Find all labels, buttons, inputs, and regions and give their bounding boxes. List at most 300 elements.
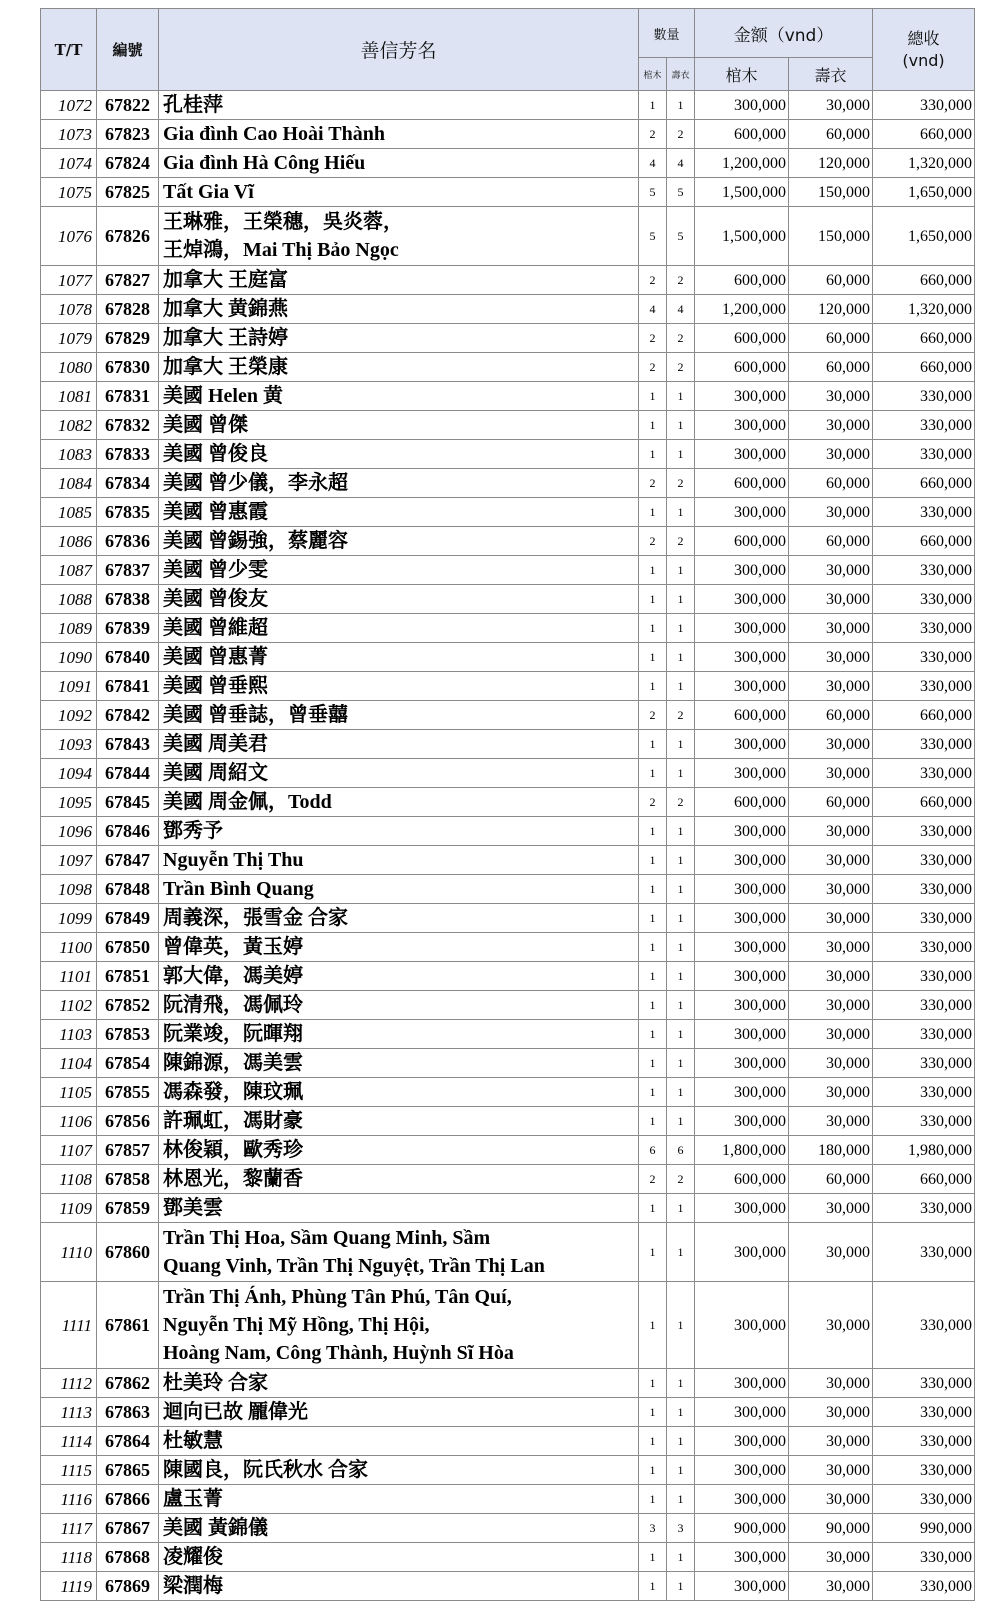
table-row xyxy=(41,1049,975,1078)
row-amt-coffin: 300,000 xyxy=(695,962,789,991)
row-qty-shroud: 1 xyxy=(667,556,695,585)
row-number: 1087 xyxy=(41,556,97,585)
row-amt-shroud: 60,000 xyxy=(789,324,873,353)
row-amt-shroud: 30,000 xyxy=(789,672,873,701)
donor-name-line: 美國 曾傑 xyxy=(163,414,248,436)
row-number: 1114 xyxy=(41,1427,97,1456)
row-amt-coffin: 1,200,000 xyxy=(695,295,789,324)
row-amt-coffin: 300,000 xyxy=(695,643,789,672)
row-qty-shroud: 1 xyxy=(667,730,695,759)
row-qty-shroud: 4 xyxy=(667,149,695,178)
row-qty-shroud: 1 xyxy=(667,846,695,875)
donor-name-line: 周義深，張雪金 合家 xyxy=(163,907,348,929)
donor-name-line: Trần Thị Ánh, Phùng Tân Phú, Tân Quí, xyxy=(163,1286,512,1308)
row-total: 330,000 xyxy=(873,1485,975,1514)
table-row xyxy=(41,1543,975,1572)
row-donor-name xyxy=(159,904,639,933)
table-row xyxy=(41,91,975,120)
row-code: 67866 xyxy=(97,1485,159,1514)
row-total: 330,000 xyxy=(873,440,975,469)
row-total: 990,000 xyxy=(873,1514,975,1543)
row-qty-coffin: 4 xyxy=(639,149,667,178)
donor-table xyxy=(40,8,975,1601)
row-donor-name xyxy=(159,1572,639,1601)
row-qty-coffin: 1 xyxy=(639,875,667,904)
row-amt-coffin: 300,000 xyxy=(695,1369,789,1398)
row-amt-coffin: 600,000 xyxy=(695,120,789,149)
header-code: 編號 xyxy=(97,9,159,91)
donor-name-line: 郭大偉，馮美婷 xyxy=(163,965,303,987)
row-amt-shroud: 30,000 xyxy=(789,1485,873,1514)
donor-name-line: 許珮虹，馮財豪 xyxy=(163,1110,303,1132)
row-number: 1093 xyxy=(41,730,97,759)
row-code: 67840 xyxy=(97,643,159,672)
row-amt-shroud: 60,000 xyxy=(789,120,873,149)
row-qty-shroud: 1 xyxy=(667,962,695,991)
donor-name-line: 杜美玲 合家 xyxy=(163,1372,268,1394)
row-amt-shroud: 30,000 xyxy=(789,1194,873,1223)
row-qty-shroud: 1 xyxy=(667,585,695,614)
row-qty-shroud: 1 xyxy=(667,643,695,672)
row-total: 660,000 xyxy=(873,353,975,382)
row-amt-shroud: 30,000 xyxy=(789,933,873,962)
table-row xyxy=(41,411,975,440)
row-total: 1,650,000 xyxy=(873,207,975,266)
row-qty-shroud: 2 xyxy=(667,527,695,556)
row-donor-name xyxy=(159,1049,639,1078)
row-qty-shroud: 1 xyxy=(667,759,695,788)
row-total: 330,000 xyxy=(873,1572,975,1601)
row-qty-shroud: 1 xyxy=(667,1456,695,1485)
row-amt-shroud: 30,000 xyxy=(789,962,873,991)
row-amt-shroud: 150,000 xyxy=(789,178,873,207)
donor-name-line: Tất Gia Vĩ xyxy=(163,181,254,203)
donor-name-line: 杜敏慧 xyxy=(163,1430,223,1452)
row-amt-shroud: 30,000 xyxy=(789,759,873,788)
row-amt-coffin: 300,000 xyxy=(695,1194,789,1223)
donor-name-line: 美國 曾少儀，李永超 xyxy=(163,472,348,494)
donor-name-line: 美國 曾少雯 xyxy=(163,559,268,581)
row-amt-coffin: 600,000 xyxy=(695,788,789,817)
table-row xyxy=(41,788,975,817)
row-qty-coffin: 1 xyxy=(639,556,667,585)
row-qty-coffin: 1 xyxy=(639,904,667,933)
row-donor-name xyxy=(159,353,639,382)
row-total: 330,000 xyxy=(873,1398,975,1427)
donor-name-line: 美國 黃錦儀 xyxy=(163,1517,268,1539)
row-qty-shroud: 1 xyxy=(667,817,695,846)
donor-name-line: 鄧秀予 xyxy=(163,820,223,842)
row-amt-shroud: 30,000 xyxy=(789,411,873,440)
table-row xyxy=(41,1282,975,1369)
row-qty-shroud: 1 xyxy=(667,1078,695,1107)
table-row xyxy=(41,527,975,556)
row-amt-shroud: 60,000 xyxy=(789,788,873,817)
header-name: 善信芳名 xyxy=(159,9,639,91)
table-row xyxy=(41,120,975,149)
row-total: 330,000 xyxy=(873,817,975,846)
row-donor-name xyxy=(159,585,639,614)
row-donor-name xyxy=(159,1398,639,1427)
row-donor-name xyxy=(159,1165,639,1194)
row-qty-shroud: 2 xyxy=(667,469,695,498)
donor-name-line: 美國 周紹文 xyxy=(163,762,268,784)
row-qty-shroud: 6 xyxy=(667,1136,695,1165)
row-number: 1105 xyxy=(41,1078,97,1107)
donor-name-line: 陳錦源，馮美雲 xyxy=(163,1052,303,1074)
table-row xyxy=(41,1107,975,1136)
table-row xyxy=(41,933,975,962)
row-number: 1108 xyxy=(41,1165,97,1194)
row-qty-shroud: 1 xyxy=(667,1020,695,1049)
row-number: 1085 xyxy=(41,498,97,527)
row-number: 1098 xyxy=(41,875,97,904)
donor-name-line: Nguyễn Thị Mỹ Hồng, Thị Hội, xyxy=(163,1314,430,1336)
row-qty-shroud: 5 xyxy=(667,178,695,207)
row-qty-shroud: 1 xyxy=(667,991,695,1020)
row-number: 1109 xyxy=(41,1194,97,1223)
row-code: 67828 xyxy=(97,295,159,324)
row-code: 67854 xyxy=(97,1049,159,1078)
table-row xyxy=(41,1078,975,1107)
row-number: 1080 xyxy=(41,353,97,382)
row-total: 660,000 xyxy=(873,701,975,730)
row-donor-name xyxy=(159,498,639,527)
row-total: 330,000 xyxy=(873,904,975,933)
row-amt-shroud: 30,000 xyxy=(789,817,873,846)
row-amt-shroud: 30,000 xyxy=(789,1427,873,1456)
row-amt-coffin: 300,000 xyxy=(695,585,789,614)
row-qty-coffin: 1 xyxy=(639,1194,667,1223)
row-donor-name xyxy=(159,875,639,904)
row-amt-shroud: 30,000 xyxy=(789,498,873,527)
row-qty-shroud: 1 xyxy=(667,672,695,701)
table-row xyxy=(41,1194,975,1223)
row-number: 1090 xyxy=(41,643,97,672)
row-number: 1079 xyxy=(41,324,97,353)
row-qty-coffin: 1 xyxy=(639,1282,667,1369)
row-number: 1092 xyxy=(41,701,97,730)
donor-table-sheet xyxy=(40,8,974,1601)
row-amt-coffin: 1,500,000 xyxy=(695,178,789,207)
row-code: 67863 xyxy=(97,1398,159,1427)
row-qty-coffin: 2 xyxy=(639,788,667,817)
row-amt-shroud: 30,000 xyxy=(789,440,873,469)
row-qty-shroud: 3 xyxy=(667,1514,695,1543)
row-code: 67830 xyxy=(97,353,159,382)
row-amt-coffin: 300,000 xyxy=(695,1543,789,1572)
row-qty-coffin: 1 xyxy=(639,1369,667,1398)
donor-name-line: 鄧美雲 xyxy=(163,1197,223,1219)
table-row xyxy=(41,1020,975,1049)
row-qty-shroud: 2 xyxy=(667,788,695,817)
row-qty-coffin: 6 xyxy=(639,1136,667,1165)
row-total: 330,000 xyxy=(873,1107,975,1136)
row-qty-coffin: 5 xyxy=(639,178,667,207)
row-total: 660,000 xyxy=(873,469,975,498)
row-qty-coffin: 1 xyxy=(639,440,667,469)
row-number: 1078 xyxy=(41,295,97,324)
row-qty-shroud: 1 xyxy=(667,1223,695,1282)
row-donor-name xyxy=(159,178,639,207)
donor-name-line: 陳國良，阮氏秋水 合家 xyxy=(163,1459,368,1481)
row-total: 330,000 xyxy=(873,933,975,962)
row-number: 1111 xyxy=(41,1282,97,1369)
row-qty-shroud: 1 xyxy=(667,1543,695,1572)
table-row xyxy=(41,556,975,585)
header-tt: T/T xyxy=(41,9,97,91)
row-qty-shroud: 1 xyxy=(667,614,695,643)
row-amt-coffin: 600,000 xyxy=(695,701,789,730)
row-amt-coffin: 300,000 xyxy=(695,991,789,1020)
row-qty-coffin: 1 xyxy=(639,1078,667,1107)
row-qty-shroud: 4 xyxy=(667,295,695,324)
row-qty-coffin: 5 xyxy=(639,207,667,266)
row-code: 67852 xyxy=(97,991,159,1020)
row-amt-shroud: 30,000 xyxy=(789,904,873,933)
row-number: 1075 xyxy=(41,178,97,207)
row-code: 67826 xyxy=(97,207,159,266)
row-amt-coffin: 300,000 xyxy=(695,1020,789,1049)
row-amt-coffin: 300,000 xyxy=(695,933,789,962)
row-donor-name xyxy=(159,324,639,353)
donor-name-line: Trần Thị Hoa, Sầm Quang Minh, Sầm xyxy=(163,1227,491,1249)
row-code: 67848 xyxy=(97,875,159,904)
row-qty-shroud: 2 xyxy=(667,120,695,149)
table-row xyxy=(41,295,975,324)
row-number: 1077 xyxy=(41,266,97,295)
row-amt-coffin: 300,000 xyxy=(695,730,789,759)
row-amt-shroud: 30,000 xyxy=(789,991,873,1020)
table-row xyxy=(41,1223,975,1282)
row-total: 330,000 xyxy=(873,1543,975,1572)
row-number: 1086 xyxy=(41,527,97,556)
row-donor-name xyxy=(159,1107,639,1136)
row-donor-name xyxy=(159,788,639,817)
header-qty-shroud: 壽衣 xyxy=(667,58,695,91)
table-row xyxy=(41,585,975,614)
row-qty-coffin: 2 xyxy=(639,266,667,295)
header-total xyxy=(873,9,975,91)
header-total-label: 總收 xyxy=(907,28,940,48)
row-number: 1107 xyxy=(41,1136,97,1165)
row-donor-name xyxy=(159,1078,639,1107)
row-amt-shroud: 30,000 xyxy=(789,614,873,643)
row-number: 1102 xyxy=(41,991,97,1020)
donor-name-line: 孔桂萍 xyxy=(163,94,223,116)
donor-name-line: 林恩光，黎蘭香 xyxy=(163,1168,303,1190)
row-qty-coffin: 1 xyxy=(639,759,667,788)
table-row xyxy=(41,324,975,353)
row-qty-coffin: 2 xyxy=(639,527,667,556)
row-total: 660,000 xyxy=(873,1165,975,1194)
row-code: 67825 xyxy=(97,178,159,207)
row-amt-coffin: 600,000 xyxy=(695,353,789,382)
donor-name-line: 加拿大 王詩婷 xyxy=(163,327,288,349)
row-total: 330,000 xyxy=(873,411,975,440)
row-donor-name xyxy=(159,1020,639,1049)
row-qty-coffin: 1 xyxy=(639,1456,667,1485)
row-amt-coffin: 1,500,000 xyxy=(695,207,789,266)
table-row xyxy=(41,1572,975,1601)
row-amt-coffin: 300,000 xyxy=(695,817,789,846)
row-donor-name xyxy=(159,817,639,846)
row-number: 1094 xyxy=(41,759,97,788)
row-amt-shroud: 30,000 xyxy=(789,1398,873,1427)
row-amt-shroud: 60,000 xyxy=(789,266,873,295)
row-total: 330,000 xyxy=(873,991,975,1020)
row-total: 330,000 xyxy=(873,556,975,585)
row-number: 1116 xyxy=(41,1485,97,1514)
table-row xyxy=(41,759,975,788)
row-amt-shroud: 30,000 xyxy=(789,643,873,672)
row-qty-coffin: 1 xyxy=(639,1398,667,1427)
row-code: 67862 xyxy=(97,1369,159,1398)
donor-name-line: Trần Bình Quang xyxy=(163,878,314,900)
row-qty-coffin: 1 xyxy=(639,614,667,643)
row-total: 330,000 xyxy=(873,498,975,527)
row-total: 330,000 xyxy=(873,846,975,875)
donor-name-line: 阮業竣，阮暉翔 xyxy=(163,1023,303,1045)
row-qty-coffin: 1 xyxy=(639,817,667,846)
row-code: 67857 xyxy=(97,1136,159,1165)
donor-name-line: 美國 周美君 xyxy=(163,733,268,755)
row-code: 67838 xyxy=(97,585,159,614)
row-qty-shroud: 1 xyxy=(667,1194,695,1223)
table-row xyxy=(41,178,975,207)
row-donor-name xyxy=(159,1136,639,1165)
row-number: 1083 xyxy=(41,440,97,469)
row-total: 330,000 xyxy=(873,672,975,701)
donor-name-line: 美國 曾垂熙 xyxy=(163,675,268,697)
row-code: 67846 xyxy=(97,817,159,846)
row-amt-coffin: 900,000 xyxy=(695,1514,789,1543)
row-code: 67864 xyxy=(97,1427,159,1456)
row-qty-coffin: 2 xyxy=(639,469,667,498)
row-qty-shroud: 1 xyxy=(667,1485,695,1514)
row-amt-coffin: 300,000 xyxy=(695,411,789,440)
row-donor-name xyxy=(159,933,639,962)
row-amt-coffin: 1,200,000 xyxy=(695,149,789,178)
row-donor-name xyxy=(159,149,639,178)
row-code: 67822 xyxy=(97,91,159,120)
row-code: 67824 xyxy=(97,149,159,178)
row-amt-coffin: 600,000 xyxy=(695,1165,789,1194)
row-amt-shroud: 30,000 xyxy=(789,1543,873,1572)
row-donor-name xyxy=(159,1514,639,1543)
row-code: 67823 xyxy=(97,120,159,149)
table-row xyxy=(41,1485,975,1514)
row-donor-name xyxy=(159,207,639,266)
row-amt-coffin: 300,000 xyxy=(695,759,789,788)
row-qty-coffin: 4 xyxy=(639,295,667,324)
row-number: 1118 xyxy=(41,1543,97,1572)
table-row xyxy=(41,614,975,643)
row-number: 1115 xyxy=(41,1456,97,1485)
table-row xyxy=(41,469,975,498)
row-qty-coffin: 1 xyxy=(639,730,667,759)
row-amt-shroud: 30,000 xyxy=(789,1369,873,1398)
row-donor-name xyxy=(159,1485,639,1514)
row-amt-shroud: 30,000 xyxy=(789,1223,873,1282)
row-amt-shroud: 60,000 xyxy=(789,1165,873,1194)
row-amt-coffin: 300,000 xyxy=(695,614,789,643)
row-number: 1081 xyxy=(41,382,97,411)
row-total: 330,000 xyxy=(873,382,975,411)
row-donor-name xyxy=(159,991,639,1020)
row-donor-name xyxy=(159,527,639,556)
row-number: 1097 xyxy=(41,846,97,875)
donor-name-line: 美國 曾俊良 xyxy=(163,443,268,465)
row-amt-shroud: 30,000 xyxy=(789,1282,873,1369)
row-qty-shroud: 1 xyxy=(667,933,695,962)
row-donor-name xyxy=(159,672,639,701)
donor-name-line: Hoàng Nam, Công Thành, Huỳnh Sĩ Hòa xyxy=(163,1342,514,1364)
row-donor-name xyxy=(159,730,639,759)
row-number: 1084 xyxy=(41,469,97,498)
row-amt-coffin: 300,000 xyxy=(695,846,789,875)
row-qty-coffin: 1 xyxy=(639,672,667,701)
row-amt-shroud: 30,000 xyxy=(789,1572,873,1601)
table-row xyxy=(41,1165,975,1194)
row-qty-shroud: 1 xyxy=(667,875,695,904)
row-qty-shroud: 2 xyxy=(667,324,695,353)
row-code: 67851 xyxy=(97,962,159,991)
row-amt-shroud: 60,000 xyxy=(789,469,873,498)
table-row xyxy=(41,846,975,875)
row-donor-name xyxy=(159,295,639,324)
row-donor-name xyxy=(159,1456,639,1485)
row-code: 67835 xyxy=(97,498,159,527)
row-total: 1,320,000 xyxy=(873,295,975,324)
row-number: 1073 xyxy=(41,120,97,149)
row-qty-coffin: 1 xyxy=(639,1049,667,1078)
table-row xyxy=(41,382,975,411)
row-donor-name xyxy=(159,962,639,991)
table-row xyxy=(41,904,975,933)
row-amt-shroud: 30,000 xyxy=(789,1078,873,1107)
row-donor-name xyxy=(159,1223,639,1282)
donor-name-line: Nguyễn Thị Thu xyxy=(163,849,304,871)
row-qty-shroud: 2 xyxy=(667,1165,695,1194)
table-row xyxy=(41,1456,975,1485)
row-qty-shroud: 1 xyxy=(667,498,695,527)
donor-name-line: 美國 曾維超 xyxy=(163,617,268,639)
row-total: 330,000 xyxy=(873,962,975,991)
row-amt-shroud: 60,000 xyxy=(789,353,873,382)
row-amt-coffin: 600,000 xyxy=(695,266,789,295)
row-number: 1104 xyxy=(41,1049,97,1078)
row-qty-coffin: 1 xyxy=(639,991,667,1020)
row-amt-coffin: 300,000 xyxy=(695,1572,789,1601)
row-code: 67843 xyxy=(97,730,159,759)
row-donor-name xyxy=(159,701,639,730)
row-amt-coffin: 1,800,000 xyxy=(695,1136,789,1165)
donor-name-line: 美國 曾俊友 xyxy=(163,588,268,610)
donor-name-line: 馮森發，陳玟珮 xyxy=(163,1081,303,1103)
row-code: 67859 xyxy=(97,1194,159,1223)
table-row xyxy=(41,1427,975,1456)
row-code: 67829 xyxy=(97,324,159,353)
row-donor-name xyxy=(159,1427,639,1456)
table-row xyxy=(41,353,975,382)
row-qty-coffin: 1 xyxy=(639,1485,667,1514)
row-donor-name xyxy=(159,614,639,643)
row-total: 330,000 xyxy=(873,1223,975,1282)
row-qty-coffin: 1 xyxy=(639,1572,667,1601)
row-qty-shroud: 1 xyxy=(667,1049,695,1078)
row-qty-coffin: 1 xyxy=(639,411,667,440)
